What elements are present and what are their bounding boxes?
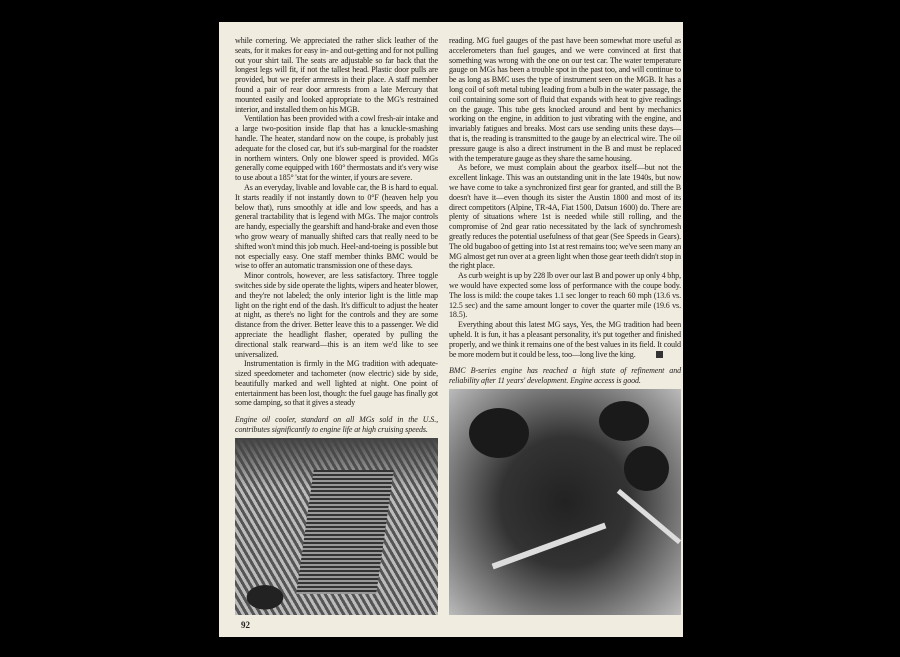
paragraph: As an everyday, livable and lovable car, the B is hard to equal. It starts readily if not instantly down to 0°F (heaven help you below that), runs smoothly at idle and low speeds, and has a general tractability that is legend with MGs. The major controls are handy, especially the gearshift and hand-brake and even those who grow weary of manually shifted cars that really need to be shifted won't mind this job much. Heel-and-toeing is possible but not especially easy. One staff member thinks BMC would be wise to offer an automatic transmission one of these days. bbox=[235, 182, 438, 271]
photo-caption-right: BMC B-series engine has reached a high state of refinement and reliability after 11 years' development. Engine access is good. bbox=[449, 366, 681, 385]
component-shape bbox=[469, 408, 529, 458]
engine-bay-photo bbox=[449, 389, 681, 615]
left-text-column bbox=[235, 36, 438, 408]
end-mark-icon bbox=[656, 351, 663, 358]
paragraph bbox=[449, 320, 681, 359]
paragraph: Instrumentation is firmly in the MG tradition with adequate-sized speedometer and tachometer (now electric) side by side, beautifully marked and well lighted at night. One point of entertainment has been lost, though: the fuel gauge has finally got some damping, so that it gives a steady bbox=[235, 359, 438, 408]
paragraph: As before, we must complain about the gearbox itself—but not the excellent linkage. This was an outstanding unit in the late 1940s, but now we have come to take a synchronized first gear for granted, and still the B doesn't have it—even though its sister the Austin 1800 and most of its direct competitors (Alpine, TR-4A, Fiat 1500, Datsun 1600) do. There are plenty of situations where 1st is needed while still rolling, and the compromise of 2nd gear ratio necessitated by the lack of synchromesh greatly reduces the potential usefulness of that gear (See Speeds in Gears). The old bugaboo of getting into 1st at rest remains too; we've seen many an MG almost get run over at a green light when those gear teeth didn't stop in the right place. bbox=[449, 163, 681, 271]
paragraph: while cornering. We appreciated the rather slick leather of the seats, for it makes for easy in- and out-getting and for not pulling out your shirt tail. The seats are adjustable so far back that the longest legs will fit, if not the tallest head. Plastic door pulls are provided, but we prefer armrests in their place. A staff member found a pair of rear door armrests from a late Mercury that mounted easily and looked appropriate to the MG's restrained interior, and installed them on his MGB. bbox=[235, 36, 438, 114]
right-page-column bbox=[449, 36, 681, 615]
carburetor-shape bbox=[599, 401, 649, 441]
paragraph: Minor controls, however, are less satisfactory. Three toggle switches side by side operate the lights, wipers and heater blower, and they're not labeled; the only interior light is the little map light on the right end of the dash. It's difficult to adjust the heater at night, as there's no light for the controls and they are some distance from the driver. Better leave this to a passenger. We did appreciate the headlight flasher, operated by pulling the directional stalk rearward—this is an item we'd like to see universalized. bbox=[235, 271, 438, 359]
right-text-column bbox=[449, 36, 681, 359]
oil-cooler-shape bbox=[296, 470, 393, 594]
paragraph: As curb weight is up by 228 lb over our last B and power up only 4 bhp, we would have expected some loss of performance with the coupe body. The loss is mild: the coupe takes 1.1 sec longer to reach 60 mph (13.6 vs. 12.5 sec) and the same amount longer to cover the quarter mile (19.6 vs. 18.5). bbox=[449, 271, 681, 320]
photo-caption-left: Engine oil cooler, standard on all MGs sold in the U.S., contributes significantly to engine life at high cruising speeds. bbox=[235, 415, 438, 434]
left-page-column bbox=[235, 36, 438, 615]
paragraph-text: Everything about this latest MG says, Yes, the MG tradition had been upheld. It is fun, it has a pleasant personality, it's put together and finished properly, and we think it remains one of the best values in its field. It could be more modern but it could be less, too—long live the king. bbox=[449, 320, 681, 359]
oil-cooler-photo bbox=[235, 438, 438, 615]
page-number: 92 bbox=[241, 620, 250, 630]
hose-shape bbox=[492, 522, 607, 569]
air-filter-shape bbox=[624, 446, 669, 491]
paragraph: reading. MG fuel gauges of the past have been somewhat more useful as accelerometers than fuel gauges, and we were convinced at first that something was wrong with the one on our test car. The water temperature gauge on MGs has been a trouble spot in the past too, and will continue to be as long as BMC uses the type of instrument seen on the MGB. It has a long coil of soft metal tubing leading from a bulb in the water passage, the coil containing some sort of fluid that expands with heat to give readings on the gauge. This tube gets knocked around and bent by mechanics working on the engine, in addition to just vibrating with the engine, and invariably fatigues and breaks. Most cars use sending units these days—that is, the reading is transmitted to the gauge by an electrical wire. The oil pressure gauge is also a direct instrument in the B and must be replaced with the temperature gauge as they share the same housing. bbox=[449, 36, 681, 163]
hose-shape bbox=[617, 488, 681, 543]
paragraph: Ventilation has been provided with a cowl fresh-air intake and a large two-position inside flap that has a knuckle-smashing handle. The heater, standard now on the coupe, is probably just adequate for the closed car, but it's sub-marginal for the roadster in northern winters. Only one blower speed is provided. MGs generally come equipped with 160° thermostats and it's very wise to use about a 185° 'stat for the winter, if yours are severe. bbox=[235, 114, 438, 183]
magazine-page bbox=[219, 22, 683, 637]
